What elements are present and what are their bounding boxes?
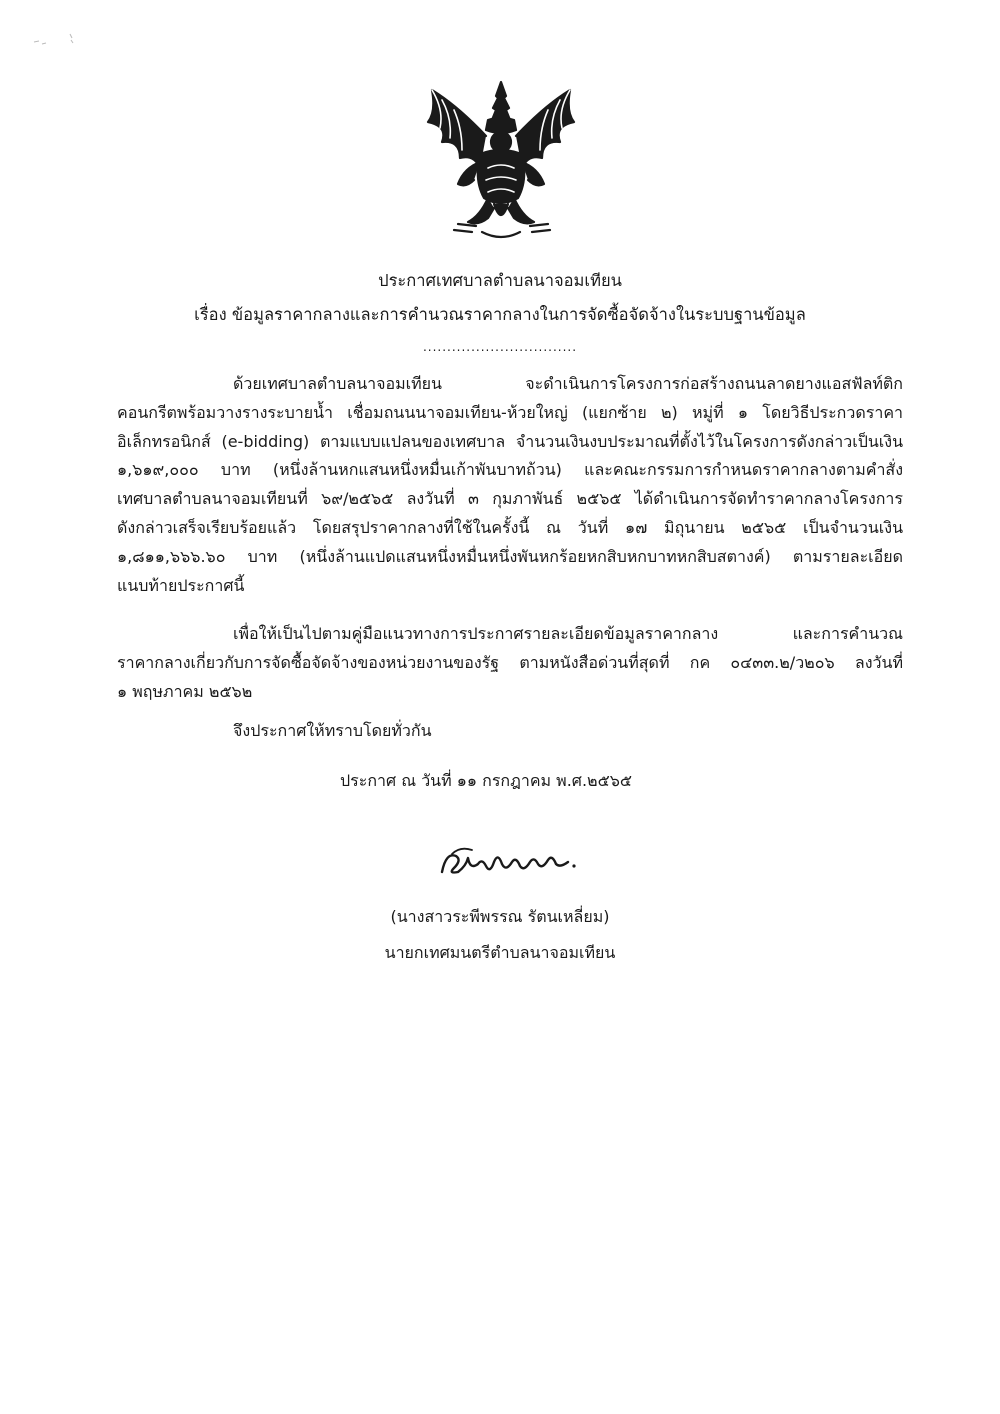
paragraph-line: เทศบาลตำบลนาจอมเทียนที่ ๖๙/๒๕๖๕ ลงวันที่ ๓ กุมภาพันธ์ ๒๕๖๕ ได้ดำเนินการจัดทำราคากลางโครงการ xyxy=(117,489,903,509)
signatory-position: นายกเทศมนตรีตำบลนาจอมเทียน xyxy=(384,943,616,962)
scan-mark-icon xyxy=(30,30,80,50)
paragraph-line: คอนกรีตพร้อมวางรางระบายน้ำ เชื่อมถนนนาจอมเทียน-ห้วยใหญ่ (แยกซ้าย ๒) หมู่ที่ ๑ โดยวิธีประกวดราคา xyxy=(117,402,903,422)
garuda-emblem-icon xyxy=(418,76,584,244)
paragraph-line: เพื่อให้เป็นไปตามคู่มือแนวทางการประกาศรายละเอียดข้อมูลราคากลาง และการคำนวณ xyxy=(233,624,903,643)
paragraph-line: ราคากลางเกี่ยวกับการจัดซื้อจัดจ้างของหน่วยงานของรัฐ ตามหนังสือด่วนที่สุดที่ กค ๐๔๓๓.๒/ว๒๐๖ ลงวันที่ xyxy=(117,652,903,672)
paragraph-line: ๑ พฤษภาคม ๒๕๖๒ xyxy=(117,681,253,701)
closing-statement: จึงประกาศให้ทราบโดยทั่วกัน xyxy=(233,721,432,740)
signatory-name: (นางสาวระพีพรรณ รัตนเหลี่ยม) xyxy=(390,907,610,926)
separator-dots: ................................ xyxy=(422,340,578,354)
announcement-title: ประกาศเทศบาลตำบลนาจอมเทียน xyxy=(378,271,622,290)
paragraph-line: ด้วยเทศบาลตำบลนาจอมเทียน จะดำเนินการโครงการก่อสร้างถนนลาดยางแอสฟัลท์ติก xyxy=(233,374,903,393)
announcement-date: ประกาศ ณ วันที่ ๑๑ กรกฎาคม พ.ศ.๒๕๖๕ xyxy=(340,771,632,790)
paragraph-line: แนบท้ายประกาศนี้ xyxy=(117,575,245,595)
paragraph-line: ดังกล่าวเสร็จเรียบร้อยแล้ว โดยสรุปราคากลางที่ใช้ในครั้งนี้ ณ วันที่ ๑๗ มิถุนายน ๒๕๖๕ เป็นจำนวนเงิน xyxy=(117,517,903,537)
paragraph-line: อิเล็กทรอนิกส์ (e-bidding) ตามแบบแปลนของเทศบาล จำนวนเงินงบประมาณที่ตั้งไว้ในโครงการดังกล่าวเป็นเงิน xyxy=(117,431,903,451)
paragraph-line: ๑,๖๑๙,๐๐๐ บาท (หนึ่งล้านหกแสนหนึ่งหมื่นเก้าพันบาทถ้วน) และคณะกรรมการกำหนดราคากลางตามคำสั่ง xyxy=(117,460,903,480)
announcement-subject: เรื่อง ข้อมูลราคากลางและการคำนวณราคากลางในการจัดซื้อจัดจ้างในระบบฐานข้อมูล xyxy=(194,305,806,324)
paragraph-line: ๑,๘๑๑,๖๖๖.๖๐ บาท (หนึ่งล้านแปดแสนหนึ่งหมื่นหนึ่งพันหกร้อยหกสิบหกบาทหกสิบสตางค์) ตามรายละเอียด xyxy=(117,546,903,566)
paragraph-2 xyxy=(117,620,903,706)
paragraph-1 xyxy=(117,370,903,600)
handwritten-signature xyxy=(432,838,582,888)
